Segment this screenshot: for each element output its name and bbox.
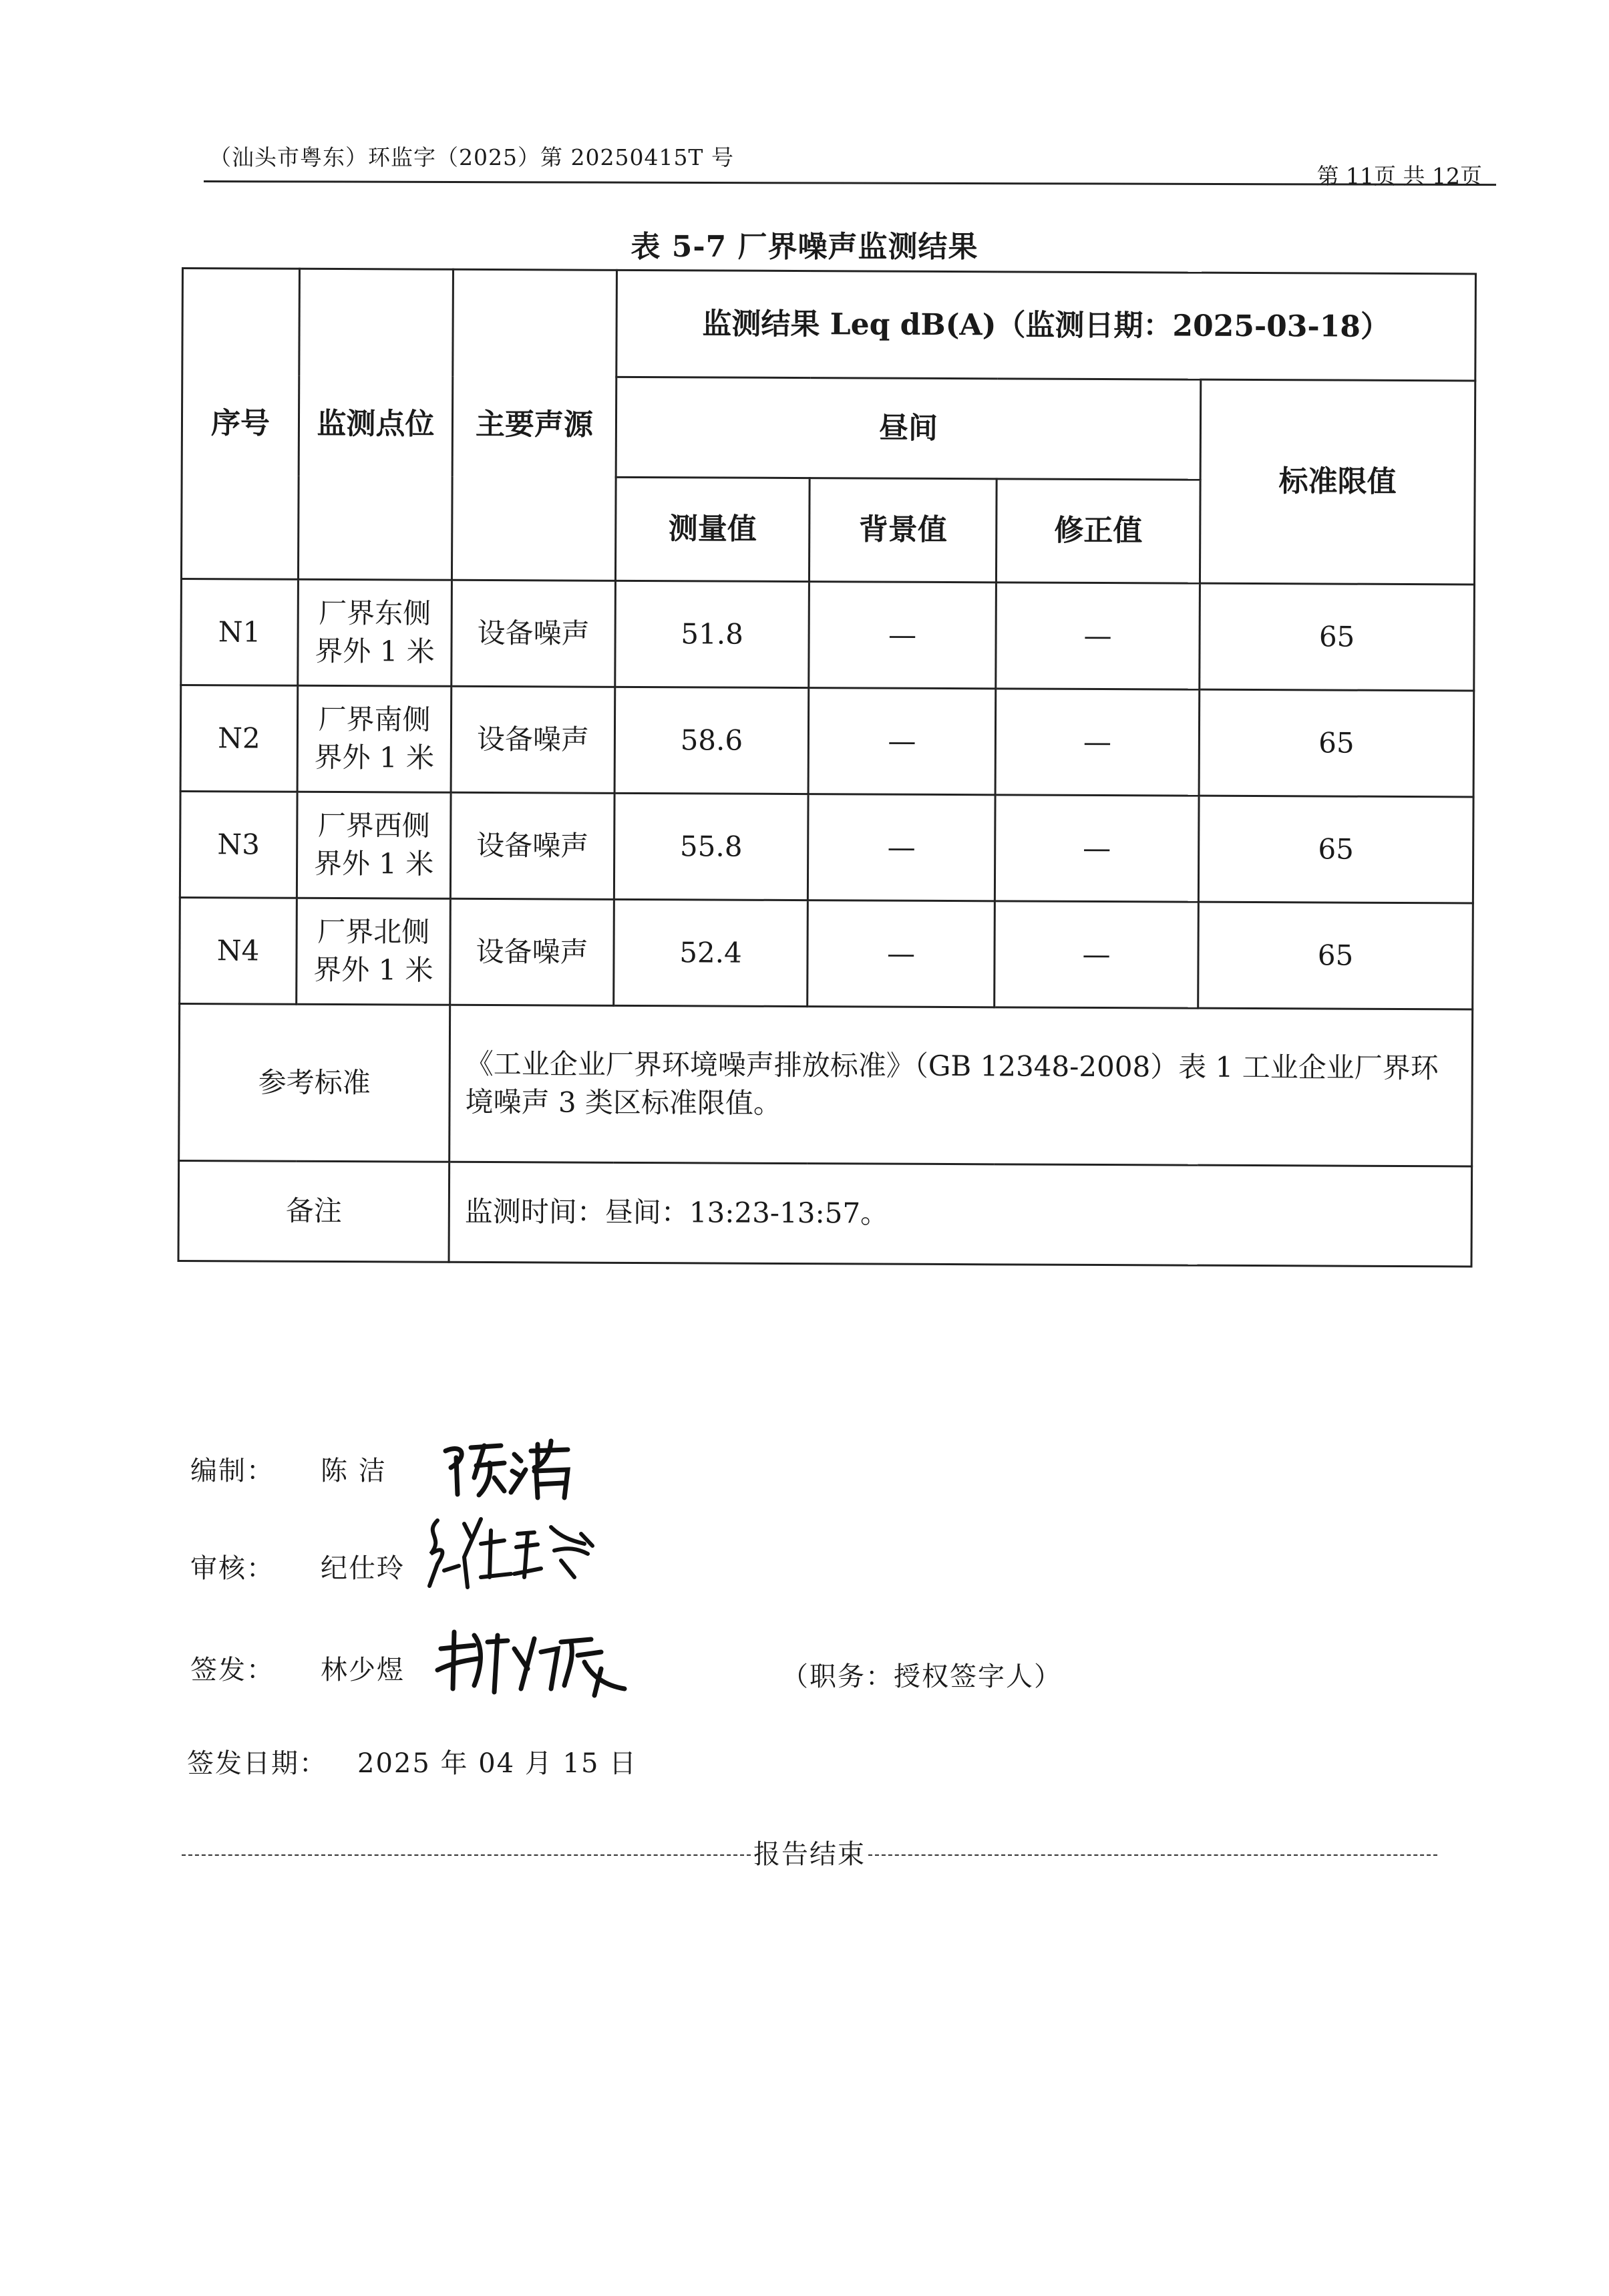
end-dash-left	[182, 1854, 751, 1856]
header-point: 监测点位	[298, 269, 453, 580]
issued-role: （职务：授权签字人）	[781, 1661, 1062, 1692]
cell-measured: 55.8	[614, 793, 808, 900]
header-background: 背景值	[809, 478, 997, 583]
compiled-label: 编制：	[190, 1456, 275, 1486]
issued-by-line	[190, 1649, 1459, 1702]
cell-measured: 58.6	[614, 687, 809, 794]
cell-source: 设备噪声	[451, 686, 615, 793]
header-limit: 标准限值	[1200, 379, 1475, 585]
compiled-by-line	[190, 1450, 791, 1503]
issue-date-line	[187, 1742, 989, 1796]
issued-label: 签发：	[190, 1655, 275, 1685]
cell-limit: 65	[1198, 902, 1473, 1009]
cell-measured: 52.4	[614, 899, 808, 1006]
reference-row	[179, 1003, 1473, 1166]
issue-date: 2025 年 04 月 15 日	[357, 1748, 638, 1779]
header-daytime: 昼间	[616, 377, 1201, 480]
report-end-text: 报告结束	[753, 1839, 866, 1870]
cell-source: 设备噪声	[450, 898, 614, 1005]
table-row	[180, 897, 1473, 1009]
table-row	[181, 579, 1475, 691]
cell-background: —	[809, 582, 997, 689]
header-measured: 测量值	[615, 477, 810, 581]
cell-background: —	[808, 688, 996, 795]
cell-corrected: —	[996, 583, 1200, 689]
end-dash-right	[868, 1854, 1437, 1856]
cell-source: 设备噪声	[450, 792, 614, 899]
report-number: （汕头市粤东）环监字（2025）第 20250415T 号	[209, 144, 734, 170]
issued-signature	[434, 1622, 635, 1702]
remark-label: 备注	[178, 1160, 450, 1262]
cell-seq: N1	[181, 579, 299, 686]
cell-seq: N3	[180, 791, 297, 898]
reviewed-name: 纪仕玲	[321, 1553, 405, 1584]
cell-measured: 51.8	[615, 581, 810, 687]
header-seq: 序号	[181, 269, 299, 580]
cell-corrected: —	[995, 689, 1200, 796]
noise-results-table	[178, 267, 1477, 1267]
cell-corrected: —	[995, 795, 1199, 902]
cell-limit: 65	[1199, 689, 1474, 797]
cell-seq: N4	[180, 897, 297, 1004]
compiled-signature	[437, 1431, 578, 1504]
reviewed-signature	[417, 1507, 598, 1601]
cell-seq: N2	[180, 685, 298, 792]
header-source: 主要声源	[452, 269, 616, 581]
cell-point: 厂界北侧界外 1 米	[297, 898, 451, 1005]
reference-text: 《工业企业厂界环境噪声排放标准》（GB 12348-2008）表 1 工业企业厂界环境噪声 3 类区标准限值。	[450, 1005, 1473, 1166]
remark-row	[178, 1160, 1472, 1266]
table-row	[180, 685, 1474, 797]
cell-background: —	[808, 900, 995, 1007]
reference-label: 参考标准	[179, 1003, 450, 1162]
report-end-divider	[182, 1833, 1437, 1871]
issue-date-label: 签发日期：	[187, 1748, 327, 1779]
header-corrected: 修正值	[996, 479, 1200, 583]
reviewed-label: 审核：	[190, 1553, 275, 1584]
issued-name: 林少煜	[321, 1655, 405, 1685]
header-result: 监测结果 Leq dB(A)（监测日期：2025-03-18）	[616, 270, 1476, 381]
remark-text: 监测时间：昼间：13:23-13:57。	[449, 1162, 1472, 1267]
table-title: 表 5-7 厂界噪声监测结果	[631, 230, 978, 264]
cell-point: 厂界南侧界外 1 米	[297, 685, 452, 792]
cell-source: 设备噪声	[452, 580, 616, 687]
cell-limit: 65	[1200, 583, 1475, 691]
cell-corrected: —	[995, 901, 1199, 1008]
cell-point: 厂界西侧界外 1 米	[297, 792, 451, 898]
reviewed-by-line	[190, 1547, 791, 1601]
cell-point: 厂界东侧界外 1 米	[298, 579, 452, 686]
page-indicator: 第 11页 共 12页	[1316, 163, 1482, 189]
compiled-name: 陈 洁	[321, 1456, 387, 1486]
cell-background: —	[808, 794, 995, 901]
table-row	[180, 791, 1473, 903]
header-divider	[204, 180, 1496, 186]
cell-limit: 65	[1198, 796, 1473, 903]
